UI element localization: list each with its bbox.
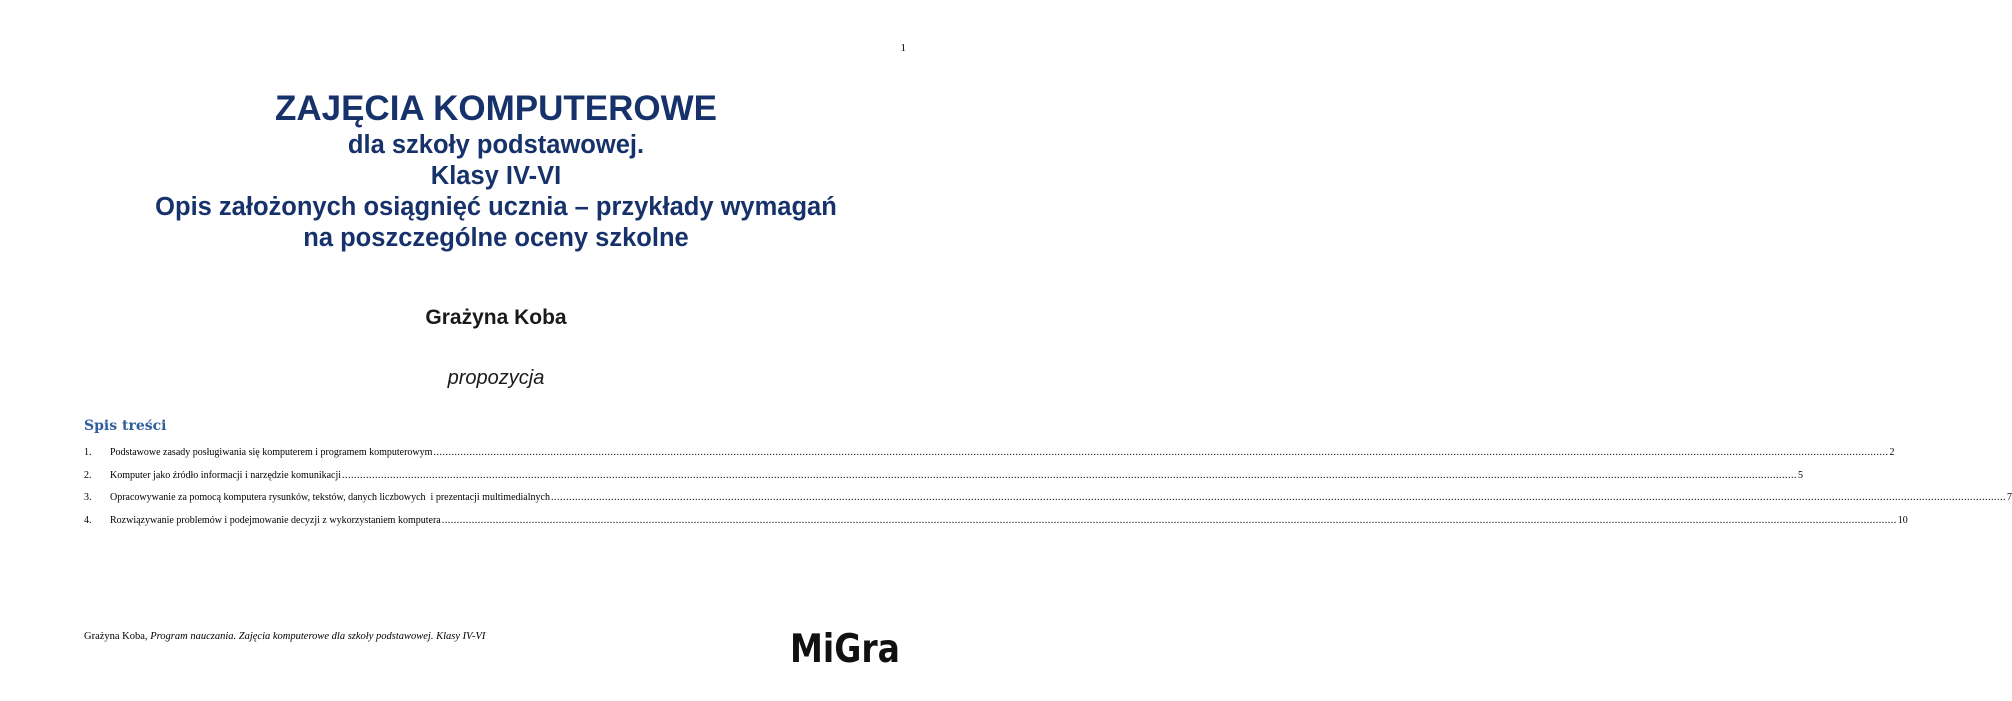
toc-entry-title[interactable]: Rozwiązywanie problemów i podejmowanie decyzji z wykorzystaniem komputera [110, 515, 441, 527]
toc-heading: Spis treści [84, 418, 167, 434]
toc-entry-number: 4. [84, 515, 92, 527]
document-title [0, 88, 992, 254]
page-footer [84, 631, 485, 642]
toc-entry-title[interactable]: Opracowywanie za pomocą komputera rysunków, tekstów, danych liczbowych i prezentacji multimedialnych [110, 492, 550, 504]
toc-entry[interactable] [84, 447, 1895, 470]
toc-entry-page: 7 [2006, 492, 2012, 504]
title-line-5: na poszczególne oceny szkolne [303, 224, 689, 252]
toc-entry[interactable] [84, 492, 2012, 515]
page-number: 1 [900, 42, 906, 54]
toc-leader-dots [433, 447, 1888, 458]
toc-entry[interactable] [84, 469, 1804, 493]
table-of-contents [84, 447, 2012, 538]
toc-entry-number: 1. [84, 447, 92, 458]
svg-text:MiGra: MiGra [790, 627, 900, 672]
title-line-2: dla szkoły podstawowej. [347, 131, 645, 159]
toc-leader-dots [442, 515, 1897, 526]
footer-title: Program nauczania. Zajęcia komputerowe dla szkoły podstawowej. Klasy IV-VI [150, 631, 486, 642]
toc-entry-title[interactable]: Podstawowe zasady posługiwania się komputerem i programem komputerowym [110, 447, 433, 458]
toc-entry[interactable] [84, 515, 1908, 538]
toc-entry-page: 10 [1897, 515, 1908, 527]
toc-entry-number: 2. [84, 469, 92, 481]
title-line-4: Opis założonych osiągnięć ucznia – przykłady wymagań [155, 193, 837, 221]
toc-leader-dots [551, 492, 2006, 503]
toc-entry-page: 5 [1798, 469, 1804, 481]
toc-entry-title[interactable]: Komputer jako źródło informacji i narzędzie komunikacji [110, 469, 342, 481]
migra-logo [789, 627, 901, 672]
title-line-3: Klasy IV-VI [430, 162, 562, 190]
author-name: Grażyna Koba [425, 306, 567, 329]
toc-entry-number: 3. [84, 492, 92, 504]
footer-author: Grażyna Koba, [84, 631, 151, 642]
title-main: ZAJĘCIA KOMPUTEROWE [274, 89, 718, 128]
toc-leader-dots [342, 470, 1797, 481]
proposal-label: propozycja [447, 367, 545, 389]
toc-entry-page: 2 [1889, 447, 1895, 458]
